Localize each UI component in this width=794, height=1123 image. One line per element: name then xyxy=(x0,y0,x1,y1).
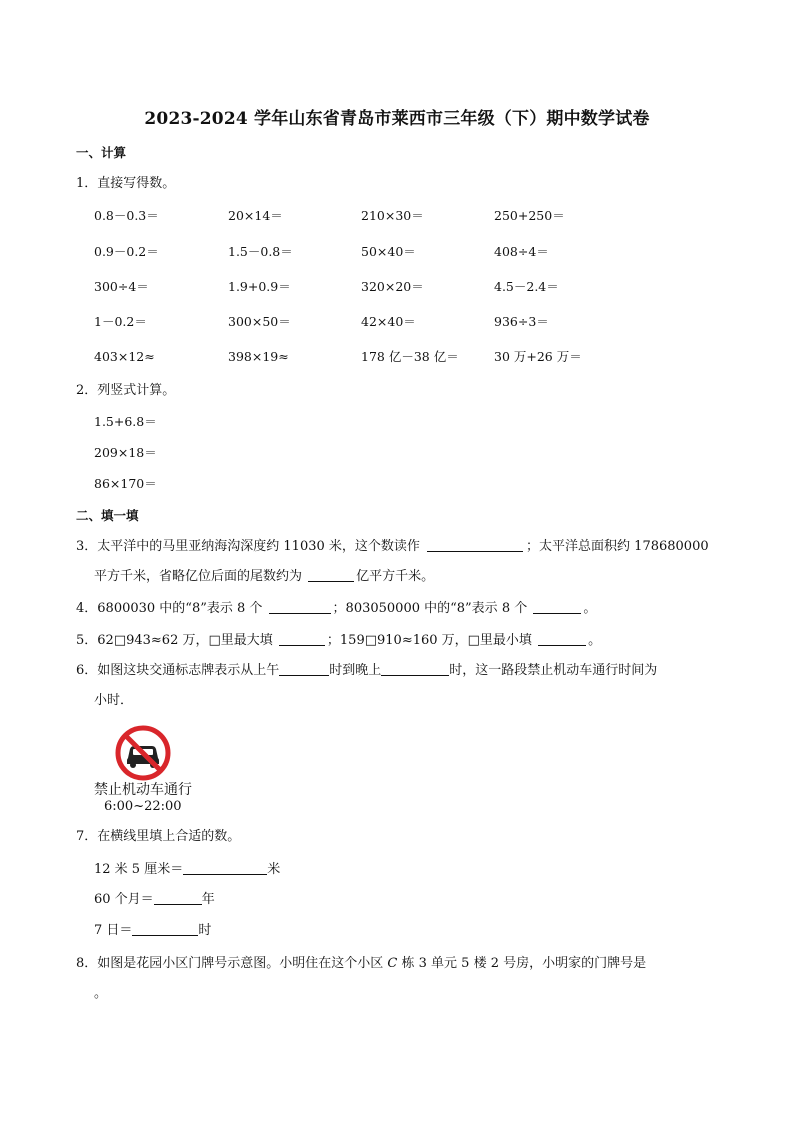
q4-text: 4．6800030 中的“8”表示 8 个 xyxy=(76,601,263,616)
answer-blank[interactable] xyxy=(308,568,354,582)
q6-text: 时，这一路段禁止机动车通行时间为 xyxy=(449,663,658,678)
q3-text: ；太平洋总面积约 178680000 xyxy=(526,539,709,554)
q1-cell: 0.8－0.3＝ xyxy=(94,208,159,223)
q5-text: 5．62□943≈62 万，□里最大填 xyxy=(76,633,273,648)
q3-text: 3．太平洋中的马里亚纳海沟深度约 11030 米，这个数读作 xyxy=(76,539,420,554)
q5-line xyxy=(76,632,601,650)
answer-blank[interactable] xyxy=(132,922,198,936)
q7-item xyxy=(94,891,215,909)
sign-caption: 禁止机动车通行 xyxy=(94,782,192,798)
q1-cell: 398×19≈ xyxy=(228,349,289,364)
q1-prompt: 1．直接写得数。 xyxy=(76,176,176,191)
answer-blank[interactable] xyxy=(381,662,449,676)
answer-blank[interactable] xyxy=(183,861,267,875)
q7-item xyxy=(94,861,280,879)
answer-blank[interactable] xyxy=(279,662,329,676)
q3-line1 xyxy=(76,538,709,556)
q1-cell: 210×30＝ xyxy=(361,208,424,223)
q1-cell: 20×14＝ xyxy=(228,208,283,223)
q1-cell: 4.5－2.4＝ xyxy=(494,279,559,294)
q3-text: 平方千米，省略亿位后面的尾数约为 xyxy=(94,569,303,584)
q1-cell: 300×50＝ xyxy=(228,314,291,329)
q1-cell: 403×12≈ xyxy=(94,349,155,364)
q3-line2 xyxy=(94,568,434,586)
q1-cell: 250+250＝ xyxy=(494,208,565,223)
q2-prompt: 2．列竖式计算。 xyxy=(76,383,176,398)
answer-blank[interactable] xyxy=(279,632,325,646)
q4-line xyxy=(76,600,596,618)
q1-cell: 1.9+0.9＝ xyxy=(228,279,291,294)
section-heading-fill: 二、填一填 xyxy=(76,508,139,523)
q1-cell: 936÷3＝ xyxy=(494,314,549,329)
q8-line2: 。 xyxy=(94,986,108,1001)
q7-text: 12 米 5 厘米＝ xyxy=(94,862,184,877)
q4-text: ；803050000 中的“8”表示 8 个 xyxy=(332,601,528,616)
q4-text: 。 xyxy=(583,601,597,616)
q7-text: 时 xyxy=(198,923,212,938)
q8-building-letter: C xyxy=(387,956,398,971)
q2-item: 86×170＝ xyxy=(94,476,157,491)
q6-text: 时到晚上 xyxy=(329,663,382,678)
q7-text: 7 日＝ xyxy=(94,923,133,938)
q3-text: 亿平方千米。 xyxy=(356,569,435,584)
answer-blank[interactable] xyxy=(427,538,523,552)
q6-line1 xyxy=(76,662,657,680)
q7-item xyxy=(94,922,211,940)
q1-cell: 408÷4＝ xyxy=(494,244,549,259)
q7-text: 米 xyxy=(267,862,281,877)
q1-cell: 50×40＝ xyxy=(361,244,416,259)
q6-text: 6．如图这块交通标志牌表示从上午 xyxy=(76,663,280,678)
q5-text: ；159□910≈160 万，□里最小填 xyxy=(326,633,532,648)
q1-cell: 178 亿－38 亿＝ xyxy=(361,349,459,364)
q1-cell: 0.9－0.2＝ xyxy=(94,244,159,259)
q5-text: 。 xyxy=(588,633,602,648)
page-title: 2023-2024 学年山东省青岛市莱西市三年级（下）期中数学试卷 xyxy=(144,109,650,129)
answer-blank[interactable] xyxy=(533,600,581,614)
q7-text: 年 xyxy=(201,892,215,907)
no-motor-vehicle-sign-icon xyxy=(114,724,172,782)
q8-text: 栋 3 单元 5 楼 2 号房，小明家的门牌号是 xyxy=(401,956,647,971)
q2-item: 209×18＝ xyxy=(94,445,157,460)
q1-cell: 300÷4＝ xyxy=(94,279,149,294)
q7-text: 60 个月＝ xyxy=(94,892,154,907)
q1-cell: 30 万+26 万＝ xyxy=(494,349,582,364)
q8-text: 8．如图是花园小区门牌号示意图。小明住在这个小区 xyxy=(76,956,384,971)
section-heading-calc: 一、计算 xyxy=(76,145,127,160)
sign-time: 6:00~22:00 xyxy=(104,799,182,814)
q2-item: 1.5+6.8＝ xyxy=(94,414,157,429)
answer-blank[interactable] xyxy=(538,632,586,646)
q8-line1 xyxy=(76,955,646,973)
q1-cell: 320×20＝ xyxy=(361,279,424,294)
answer-blank[interactable] xyxy=(269,600,331,614)
q1-cell: 1－0.2＝ xyxy=(94,314,147,329)
q6-line2: 小时． xyxy=(94,693,134,708)
q1-cell: 42×40＝ xyxy=(361,314,416,329)
q7-prompt: 7．在横线里填上合适的数。 xyxy=(76,829,241,844)
q1-cell: 1.5－0.8＝ xyxy=(228,244,293,259)
answer-blank[interactable] xyxy=(154,891,202,905)
